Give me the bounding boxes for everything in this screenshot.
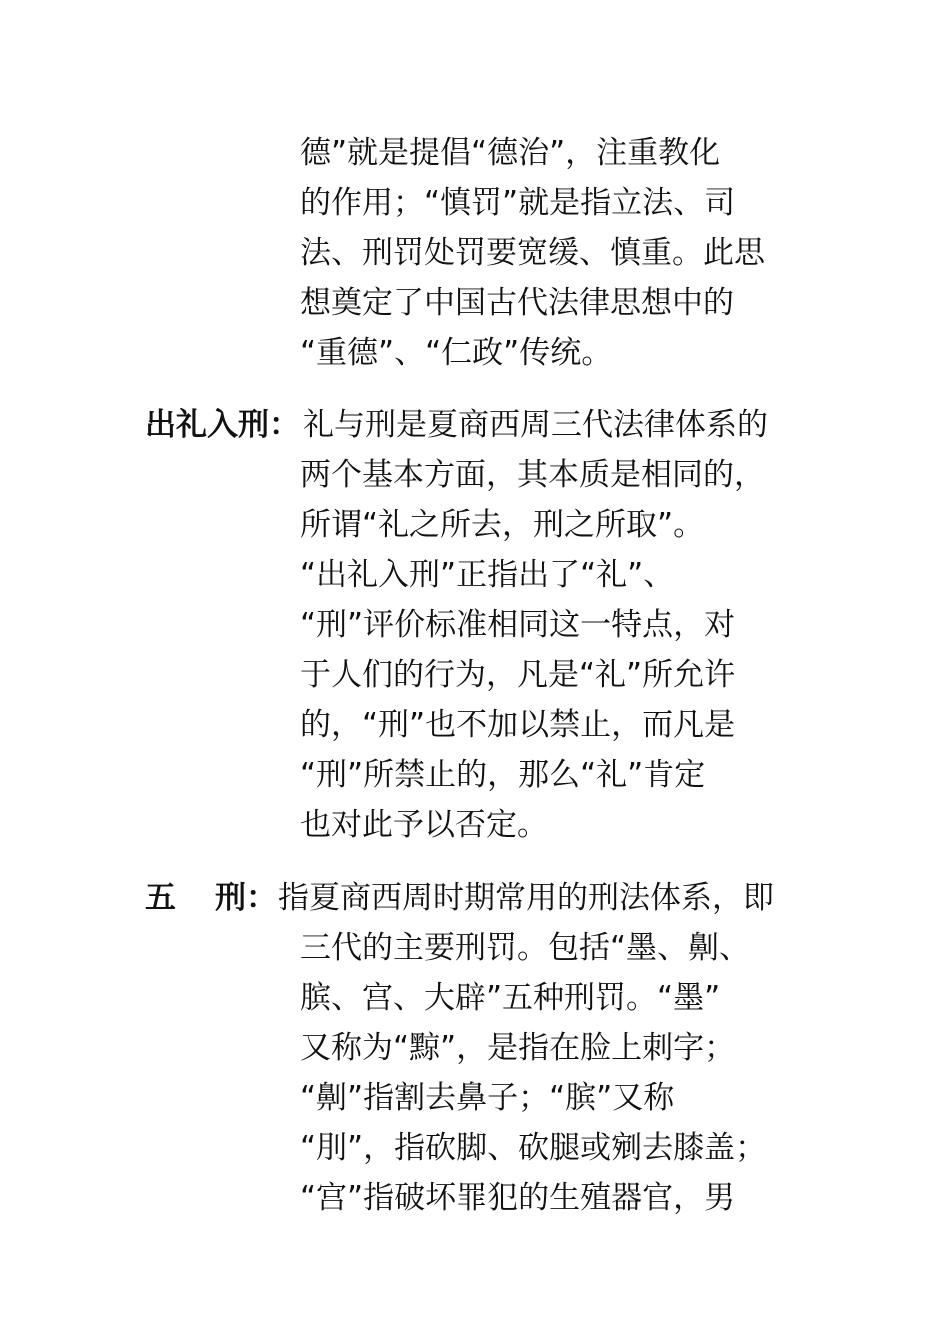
intro-line: 的作用；“慎罚”就是指立法、司 <box>300 185 736 221</box>
definition-line: 两个基本方面，其本质是相同的， <box>300 457 765 493</box>
definition-line: “宫”指破坏罪犯的生殖器官，男 <box>300 1180 736 1216</box>
definition-line: 膑、宫、大辟”五种刑罚。“墨” <box>300 980 721 1016</box>
definition-line: 所谓“礼之所去，刑之所取”。 <box>300 507 705 543</box>
definition-line: 又称为“黥”，是指在脸上刺字； <box>300 1030 736 1066</box>
term-wuxing <box>145 873 277 923</box>
definition-line: 的，“刑”也不加以禁止，而凡是 <box>300 707 736 743</box>
term-colon: ： <box>246 880 277 916</box>
term-label-first: 五 <box>145 880 176 916</box>
intro-line: 德”就是提倡“德治”，注重教化 <box>300 135 721 171</box>
definition-line: “刖”，指砍脚、砍腿或剜去膝盖； <box>300 1130 767 1166</box>
definition-line: 指夏商西周时期常用的刑法体系，即 <box>278 880 774 916</box>
term-colon: ： <box>269 407 300 443</box>
definition-line: “刑”评价标准相同这一特点，对 <box>300 607 736 643</box>
term-chulirxing <box>145 400 300 450</box>
term-label-second: 刑 <box>215 880 246 916</box>
definition-line: 于人们的行为，凡是“礼”所允许 <box>300 657 736 693</box>
definition-line: “劓”指割去鼻子；“膑”又称 <box>300 1080 675 1116</box>
intro-line: 法、刑罚处罚要宽缓、慎重。此思 <box>300 235 765 271</box>
definition-line: 礼与刑是夏商西周三代法律体系的 <box>303 407 768 443</box>
intro-line: “重德”、“仁政”传统。 <box>300 335 613 371</box>
intro-line: 想奠定了中国古代法律思想中的 <box>300 285 734 321</box>
term-label: 出礼入刑 <box>145 407 269 443</box>
definition-line: 三代的主要刑罚。包括“墨、劓、 <box>300 930 751 966</box>
definition-line: 也对此予以否定。 <box>300 807 548 843</box>
definition-line: “出礼入刑”正指出了“礼”、 <box>300 557 675 593</box>
definition-line: “刑”所禁止的，那么“礼”肯定 <box>300 757 706 793</box>
